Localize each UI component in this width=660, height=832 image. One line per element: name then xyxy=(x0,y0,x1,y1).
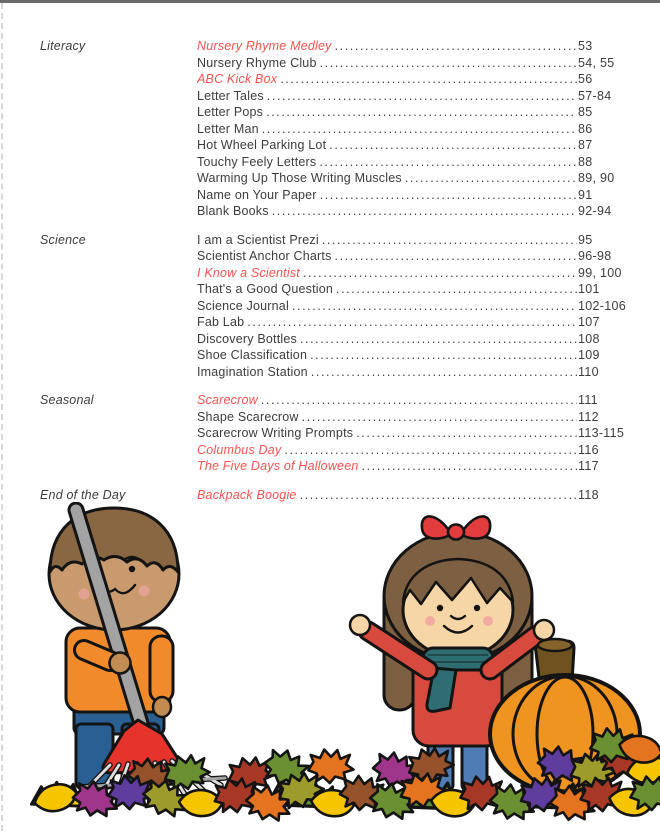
entry-pages: 85 xyxy=(578,105,593,119)
dot-leader xyxy=(262,121,577,138)
toc-entry xyxy=(197,71,628,88)
entry-pages: 113-115 xyxy=(578,426,625,440)
entry-title: Scarecrow Writing Prompts xyxy=(197,426,354,440)
toc-entry xyxy=(197,458,628,475)
entry-title: Shape Scarecrow xyxy=(197,409,299,424)
entry-pages: 54, 55 xyxy=(578,55,615,70)
entry-title: Name on Your Paper xyxy=(197,187,317,202)
toc-entry xyxy=(197,347,628,364)
toc-entry xyxy=(197,55,628,72)
entry-pages: 57-84 xyxy=(578,88,612,103)
hair-bow xyxy=(422,516,490,539)
dot-leader xyxy=(284,442,577,459)
entry-title: Letter Man xyxy=(197,121,259,136)
toc xyxy=(40,38,628,515)
dot-leader xyxy=(266,104,577,121)
entry-title: The Five Days of Halloween xyxy=(197,459,359,473)
toc-entry xyxy=(197,442,628,459)
dot-leader xyxy=(292,298,577,315)
section-label: End of the Day xyxy=(40,487,126,502)
entry-pages: 107 xyxy=(578,315,600,329)
dot-leader xyxy=(310,347,577,364)
entry-title: That's a Good Question xyxy=(197,282,334,296)
toc-entry xyxy=(197,104,628,121)
toc-section xyxy=(40,232,628,381)
entry-title: Shoe Classification xyxy=(197,348,308,362)
entry-title: Blank Books xyxy=(197,204,269,218)
entry-title: Hot Wheel Parking Lot xyxy=(197,138,327,152)
toc-entry xyxy=(197,154,628,171)
entry-pages: 117 xyxy=(578,459,599,473)
section-entries xyxy=(197,392,628,475)
toc-entry xyxy=(197,298,628,315)
section-label: Science xyxy=(40,232,86,247)
toc-section xyxy=(40,392,628,475)
toc-entry xyxy=(197,392,628,409)
dot-leader xyxy=(319,154,577,171)
toc-entry xyxy=(197,203,628,220)
dot-leader xyxy=(272,203,577,220)
section-entries xyxy=(197,487,628,504)
entry-pages: 118 xyxy=(578,487,599,502)
section-entries xyxy=(197,38,628,220)
dot-leader xyxy=(247,314,577,331)
entry-title: Nursery Rhyme Medley xyxy=(197,39,332,53)
entry-pages: 110 xyxy=(578,364,599,379)
dot-leader xyxy=(336,281,577,298)
entry-title: Scarecrow xyxy=(197,393,258,407)
dot-leader xyxy=(300,487,577,504)
toc-entry xyxy=(197,314,628,331)
toc-entry xyxy=(197,281,628,298)
entry-title: I am a Scientist Prezi xyxy=(197,232,319,247)
section-label: Seasonal xyxy=(40,393,94,407)
entry-pages: 87 xyxy=(578,138,593,152)
dot-leader xyxy=(320,55,577,72)
entry-pages: 116 xyxy=(578,442,599,457)
dot-leader xyxy=(322,232,577,249)
dot-leader xyxy=(335,38,577,55)
entry-title: Nursery Rhyme Club xyxy=(197,55,317,70)
entry-title: Imagination Station xyxy=(197,364,308,379)
entry-title: Warming Up Those Writing Muscles xyxy=(197,171,402,185)
entry-pages: 96-98 xyxy=(578,249,612,263)
girl-right-hand xyxy=(534,620,554,640)
entry-title: Letter Pops xyxy=(197,105,264,119)
toc-entry xyxy=(197,487,628,504)
entry-pages: 56 xyxy=(578,72,593,86)
entry-title: Backpack Boogie xyxy=(197,487,297,502)
dot-leader xyxy=(302,409,577,426)
boy-grip-hand xyxy=(110,653,131,674)
dot-leader xyxy=(261,392,577,409)
dot-leader xyxy=(300,331,577,348)
girl-left-hand xyxy=(350,615,370,635)
toc-entry xyxy=(197,88,628,105)
entry-title: Columbus Day xyxy=(197,442,282,457)
entry-title: Fab Lab xyxy=(197,315,245,329)
entry-title: Touchy Feely Letters xyxy=(197,154,317,169)
dot-leader xyxy=(311,364,577,381)
entry-title: ABC Kick Box xyxy=(197,72,278,86)
dot-leader xyxy=(303,265,577,282)
entry-pages: 108 xyxy=(578,331,600,346)
toc-entry xyxy=(197,170,628,187)
dot-leader xyxy=(329,137,577,154)
toc-entry xyxy=(197,265,628,282)
dot-leader xyxy=(280,71,577,88)
dot-leader xyxy=(320,187,577,204)
toc-section xyxy=(40,38,628,220)
toc-entry xyxy=(197,364,628,381)
toc-section xyxy=(40,487,628,504)
toc-entry xyxy=(197,232,628,249)
entry-pages: 99, 100 xyxy=(578,265,622,280)
entry-title: Scientist Anchor Charts xyxy=(197,249,332,263)
toc-entry xyxy=(197,38,628,55)
entry-pages: 102-106 xyxy=(578,298,626,313)
section-entries xyxy=(197,232,628,381)
dot-leader xyxy=(405,170,577,187)
toc-entry xyxy=(197,409,628,426)
page-top-edge xyxy=(0,0,660,3)
toc-entry xyxy=(197,137,628,154)
entry-title: I Know a Scientist xyxy=(197,265,300,280)
entry-pages: 53 xyxy=(578,39,593,53)
entry-pages: 86 xyxy=(578,121,593,136)
entry-title: Science Journal xyxy=(197,298,289,313)
section-label: Literacy xyxy=(40,39,86,53)
entry-title: Letter Tales xyxy=(197,88,264,103)
dot-leader xyxy=(267,88,577,105)
dot-leader xyxy=(335,248,577,265)
entry-pages: 112 xyxy=(578,409,599,424)
autumn-clipart xyxy=(0,502,660,832)
dot-leader xyxy=(362,458,577,475)
toc-entry xyxy=(197,425,628,442)
entry-pages: 89, 90 xyxy=(578,171,615,185)
entry-title: Discovery Bottles xyxy=(197,331,297,346)
boy-right-hand xyxy=(153,697,171,717)
toc-entry xyxy=(197,331,628,348)
entry-pages: 91 xyxy=(578,187,593,202)
entry-pages: 109 xyxy=(578,348,600,362)
entry-pages: 92-94 xyxy=(578,204,612,218)
entry-pages: 111 xyxy=(578,393,598,407)
entry-pages: 101 xyxy=(578,282,600,296)
entry-pages: 88 xyxy=(578,154,593,169)
dot-leader xyxy=(356,425,577,442)
toc-entry xyxy=(197,121,628,138)
toc-entry xyxy=(197,187,628,204)
toc-entry xyxy=(197,248,628,265)
entry-pages: 95 xyxy=(578,232,593,247)
